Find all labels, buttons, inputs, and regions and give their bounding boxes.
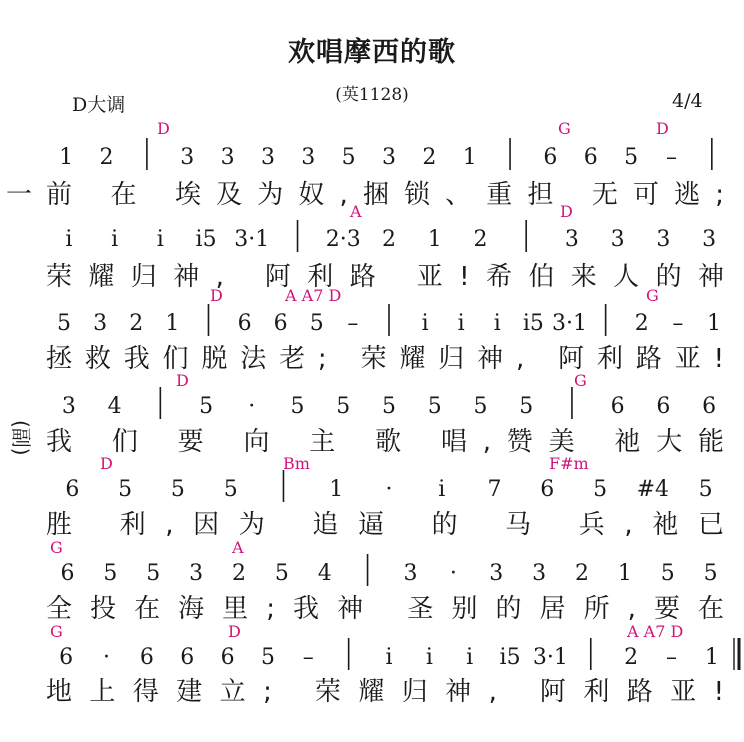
note: 2·3 bbox=[325, 227, 361, 252]
chord-symbol: D bbox=[228, 622, 241, 641]
lyric-line: 前 在 埃及为奴,捆锁、重担 无可逃; bbox=[46, 180, 724, 210]
chord-symbol: A A7 D bbox=[285, 286, 342, 305]
key-signature: D大调 bbox=[72, 94, 126, 116]
note: · bbox=[103, 645, 111, 670]
note: i5 bbox=[499, 645, 521, 670]
music-system bbox=[46, 371, 724, 457]
chord-symbol: A bbox=[350, 202, 362, 221]
chord-symbol: D bbox=[560, 202, 573, 221]
note: 5 bbox=[341, 145, 356, 170]
note: 5 bbox=[223, 477, 238, 502]
note: i bbox=[493, 311, 501, 336]
note: 1 bbox=[462, 145, 477, 170]
note: 5 bbox=[593, 477, 608, 502]
note: 3 bbox=[301, 145, 316, 170]
lyric-line: 我 们 要 向 主 歌 唱,赞美 祂大能 bbox=[46, 427, 724, 457]
chord-symbol: A bbox=[232, 538, 244, 557]
note: i bbox=[111, 227, 119, 252]
note: – bbox=[665, 145, 677, 170]
note: 3 bbox=[93, 311, 108, 336]
note: 1 bbox=[704, 645, 719, 670]
lyric-line: 荣耀归神, 阿利路 亚!希伯来人的神 bbox=[46, 262, 724, 292]
note: 2 bbox=[99, 145, 114, 170]
note: i bbox=[438, 477, 446, 502]
note: 6 bbox=[60, 561, 75, 586]
note: 5 bbox=[57, 311, 72, 336]
chord-symbol: G bbox=[50, 622, 63, 641]
note: 5 bbox=[382, 394, 396, 419]
lyric-line: 地上得建立; 荣耀归神, 阿利路亚! bbox=[46, 677, 724, 707]
chord-symbol: A A7 D bbox=[627, 622, 684, 641]
note: 3 bbox=[702, 227, 717, 252]
note: 1 bbox=[617, 561, 632, 586]
note: – bbox=[347, 311, 359, 336]
note: 5 bbox=[336, 394, 351, 419]
chord-symbol: G bbox=[646, 286, 659, 305]
note: 6 bbox=[702, 394, 717, 419]
note: 5 bbox=[170, 477, 185, 502]
note: 7 bbox=[487, 477, 502, 502]
lyric-line: 全投在海里;我神 圣别的居所,要在 bbox=[46, 594, 724, 624]
note: 5 bbox=[427, 394, 442, 419]
note: 6 bbox=[273, 311, 288, 336]
note: i bbox=[457, 311, 465, 336]
note: 3 bbox=[656, 227, 671, 252]
note: i bbox=[65, 227, 73, 252]
note: 2 bbox=[473, 227, 488, 252]
chorus-mark: (副) bbox=[9, 420, 33, 456]
note: 3 bbox=[61, 394, 76, 419]
note: 2 bbox=[382, 227, 396, 252]
note: 5 bbox=[146, 561, 161, 586]
verse-mark: 一 bbox=[6, 180, 33, 210]
note: 3 bbox=[260, 145, 275, 170]
note: 6 bbox=[237, 311, 252, 336]
chord-symbol: Bm bbox=[283, 454, 310, 473]
note: 6 bbox=[656, 394, 671, 419]
chord-symbol: G bbox=[50, 538, 63, 557]
note: 5 bbox=[274, 561, 289, 586]
note: 1 bbox=[427, 227, 442, 252]
music-system bbox=[46, 119, 724, 210]
note: 6 bbox=[139, 645, 154, 670]
chord-symbol: G bbox=[558, 119, 571, 138]
note: · bbox=[385, 477, 393, 502]
note: – bbox=[302, 645, 314, 670]
note: 6 bbox=[180, 645, 195, 670]
note: · bbox=[449, 561, 457, 586]
music-system bbox=[46, 454, 724, 540]
music-system bbox=[46, 622, 724, 707]
note: i bbox=[421, 311, 429, 336]
note: 5 bbox=[698, 477, 713, 502]
note: 3 bbox=[610, 227, 625, 252]
note: 5 bbox=[290, 394, 305, 419]
note: 6 bbox=[540, 477, 555, 502]
note: #4 bbox=[636, 477, 670, 502]
note: 2 bbox=[634, 311, 649, 336]
note: 3 bbox=[189, 561, 204, 586]
chord-symbol: D bbox=[157, 119, 170, 138]
chord-symbol: D bbox=[656, 119, 669, 138]
note: 2 bbox=[624, 645, 639, 670]
note: 3 bbox=[180, 145, 195, 170]
note: i bbox=[425, 645, 433, 670]
note: · bbox=[248, 394, 256, 419]
note: 5 bbox=[118, 477, 133, 502]
note: 3 bbox=[532, 561, 547, 586]
note: 5 bbox=[199, 394, 214, 419]
note: 1 bbox=[165, 311, 180, 336]
chord-symbol: D bbox=[100, 454, 113, 473]
note: 5 bbox=[103, 561, 118, 586]
note: 5 bbox=[519, 394, 534, 419]
note: 3 bbox=[489, 561, 504, 586]
chord-symbol: D bbox=[176, 371, 189, 390]
note: 2 bbox=[231, 561, 246, 586]
note: 5 bbox=[260, 645, 275, 670]
note: 5 bbox=[309, 311, 324, 336]
hymn-number: (英1128) bbox=[335, 85, 409, 105]
note: i5 bbox=[195, 227, 217, 252]
note: 5 bbox=[624, 145, 639, 170]
time-signature: 4/4 bbox=[672, 90, 703, 112]
note: 3·1 bbox=[552, 311, 588, 336]
note: – bbox=[665, 645, 677, 670]
note: 5 bbox=[660, 561, 675, 586]
note: 2 bbox=[422, 145, 437, 170]
note: 6 bbox=[610, 394, 625, 419]
lyric-line: 胜 利,因为 追逼 的 马 兵,祂已 bbox=[46, 510, 724, 540]
note: 3 bbox=[564, 227, 579, 252]
note: 2 bbox=[129, 311, 144, 336]
note: 3 bbox=[403, 561, 418, 586]
note: 4 bbox=[317, 561, 332, 586]
chord-symbol: G bbox=[574, 371, 587, 390]
music-system bbox=[46, 286, 724, 374]
note: 3·1 bbox=[234, 227, 270, 252]
lyric-line: 拯救我们脱法老; 荣耀归神, 阿利路亚! bbox=[46, 344, 725, 374]
note: 3 bbox=[220, 145, 235, 170]
note: – bbox=[672, 311, 684, 336]
music-system bbox=[46, 202, 724, 292]
note: i bbox=[466, 645, 474, 670]
note: 4 bbox=[107, 394, 122, 419]
note: i5 bbox=[522, 311, 544, 336]
note: 2 bbox=[574, 561, 589, 586]
note: 1 bbox=[59, 145, 74, 170]
note: 3·1 bbox=[532, 645, 568, 670]
note: 5 bbox=[703, 561, 718, 586]
note: i bbox=[156, 227, 164, 252]
note: 1 bbox=[329, 477, 344, 502]
chord-symbol: F#m bbox=[549, 454, 589, 473]
note: 5 bbox=[473, 394, 488, 419]
music-system bbox=[46, 538, 724, 624]
note: 6 bbox=[65, 477, 80, 502]
note: 6 bbox=[543, 145, 558, 170]
chord-symbol: D bbox=[210, 286, 223, 305]
note: i bbox=[385, 645, 393, 670]
note: 6 bbox=[220, 645, 235, 670]
note: 3 bbox=[382, 145, 396, 170]
note: 6 bbox=[583, 145, 598, 170]
note: 1 bbox=[706, 311, 721, 336]
note: 6 bbox=[59, 645, 74, 670]
song-title: 欢唱摩西的歌 bbox=[288, 37, 456, 68]
